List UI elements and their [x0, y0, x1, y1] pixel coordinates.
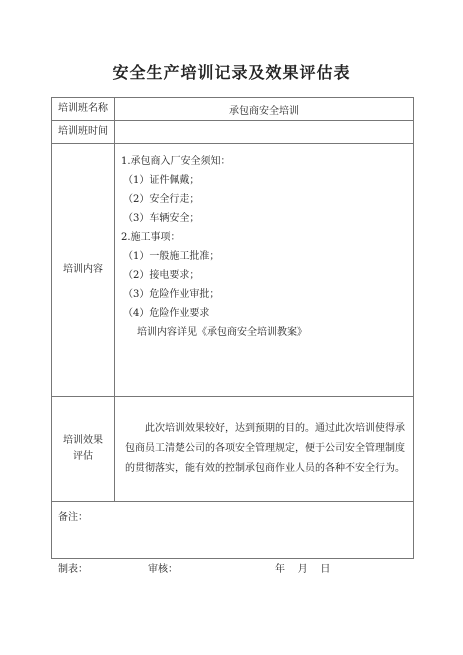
class-name-label: 培训班名称: [52, 98, 115, 121]
row-class-time: [52, 121, 414, 144]
content-line: （4）危险作业要求: [123, 308, 210, 319]
date-label: 年 月 日: [275, 564, 331, 575]
maker-label: 制表：: [58, 564, 88, 575]
evaluation-label-line1: 培训效果: [63, 435, 103, 446]
content-label: 培训内容: [52, 144, 115, 397]
evaluation-value[interactable]: [115, 397, 414, 502]
content-line: （3）车辆安全；: [123, 213, 200, 224]
content-line: （1）一般施工批准；: [123, 251, 220, 262]
signature-footer: [58, 560, 418, 574]
content-value[interactable]: [115, 144, 414, 397]
content-line: 2.施工事项：: [121, 232, 181, 243]
content-line: （1）证件佩戴；: [123, 175, 200, 186]
row-content: [52, 144, 414, 397]
page-title: 安全生产培训记录及效果评估表: [112, 63, 351, 82]
evaluation-text: 此次培训效果较好，达到预期的目的。通过此次培训使得承包商员工清楚公司的各项安全管理规定，便于公司安全管理制度的贯彻落实，能有效的控制承包商作业人员的各种不安全行为。: [125, 423, 405, 474]
class-name-value[interactable]: 承包商安全培训: [115, 98, 414, 121]
remarks-label: 备注：: [58, 512, 88, 523]
content-note: 培训内容详见《承包商安全培训教案》: [137, 327, 307, 338]
class-time-label: 培训班时间: [52, 121, 115, 144]
content-line: 1.承包商入厂安全须知：: [121, 156, 231, 167]
content-line: （3）危险作业审批；: [123, 289, 220, 300]
class-time-value[interactable]: [115, 121, 414, 144]
content-line: （2）接电要求；: [123, 270, 200, 281]
reviewer-label: 审核：: [148, 564, 178, 575]
training-record-table: [51, 97, 414, 559]
evaluation-label-line2: 评估: [73, 451, 93, 462]
row-remarks: [52, 502, 414, 559]
content-line: （2）安全行走；: [123, 194, 200, 205]
evaluation-label: [52, 397, 115, 502]
row-evaluation: [52, 397, 414, 502]
remarks-cell[interactable]: [52, 502, 414, 559]
row-class-name: [52, 98, 414, 121]
